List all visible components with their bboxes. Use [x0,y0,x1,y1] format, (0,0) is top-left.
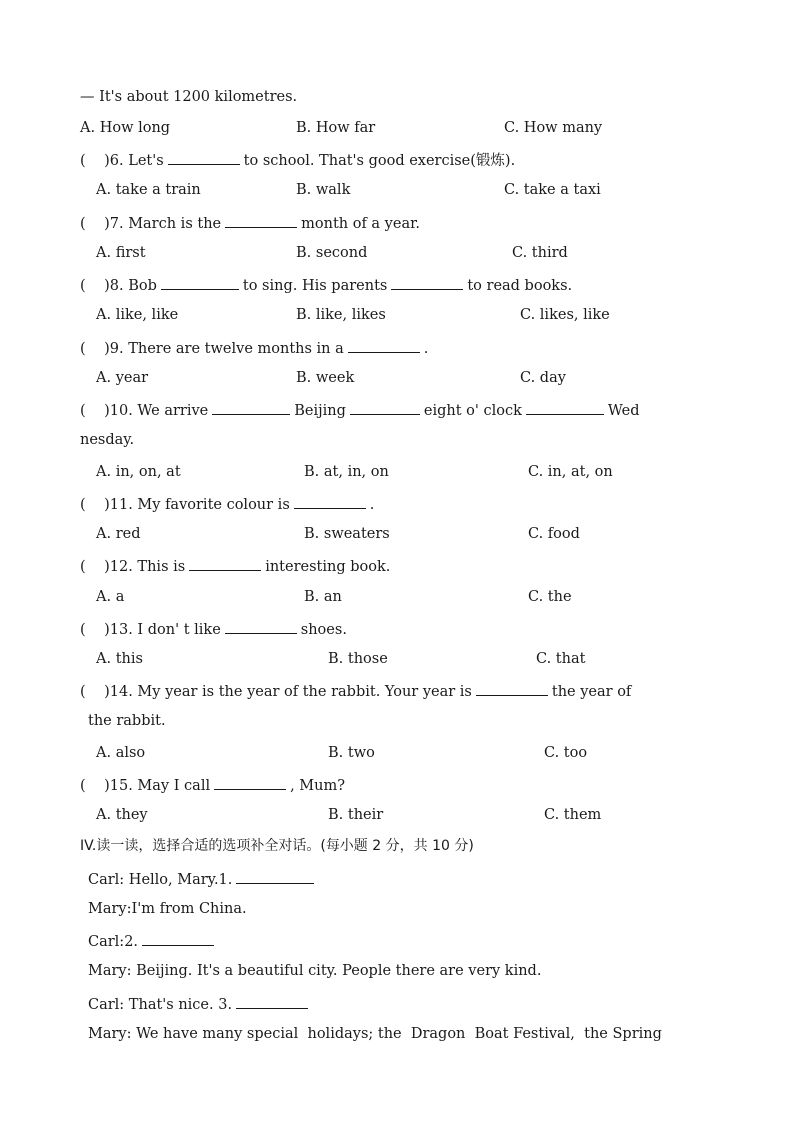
q6-option-b: B. walk [296,182,351,198]
blank [168,150,240,165]
q12-option-c: C. the [528,589,572,605]
section-4-heading: IV.读一读，选择合适的选项补全对话。(每小题 2 分，共 10 分) [80,838,474,854]
q7-option-a: A. first [96,245,146,261]
q11-option-c: C. food [528,526,580,542]
q5-option-c: C. How many [504,120,603,136]
q9-option-a: A. year [96,370,149,386]
q8-option-a: A. like, like [96,307,179,323]
q11-option-b: B. sweaters [304,526,390,542]
q12-option-a: A. a [96,589,125,605]
q15-option-b: B. their [328,807,384,823]
dialogue-line-5: Carl: That's nice. 3. [88,994,312,1014]
q10-option-b: B. at, in, on [304,464,389,480]
q6-option-a: A. take a train [96,182,201,198]
question-12: ( )12. This is interesting book. [80,556,390,576]
blank [236,869,314,884]
blank [225,213,297,228]
blank [236,994,308,1009]
q10-option-a: A. in, on, at [96,464,181,480]
question-14: ( )14. My year is the year of the rabbit. Your year is the year of [80,681,631,701]
q14-option-c: C. too [544,745,588,761]
question-10-continued: nesday. [80,432,135,448]
q14-option-b: B. two [328,745,375,761]
blank [212,400,290,415]
question-7: ( )7. March is the month of a year. [80,213,420,233]
blank [526,400,604,415]
q12-option-b: B. an [304,589,342,605]
q6-option-c: C. take a taxi [504,182,601,198]
q9-option-c: C. day [520,370,566,386]
question-6: ( )6. Let's to school. That's good exercise(锻炼). [80,150,515,170]
q13-option-a: A. this [96,651,143,667]
blank [189,556,261,571]
question-15: ( )15. May I call , Mum? [80,775,345,795]
q5-option-a: A. How long [80,120,171,136]
q8-option-b: B. like, likes [296,307,386,323]
dialogue-line-6: Mary: We have many special holidays; the Dragon Boat Festival, the Spring [88,1026,662,1042]
answer-line: — It's about 1200 kilometres. [80,89,298,105]
question-14-continued: the rabbit. [88,713,166,729]
dialogue-line-1: Carl: Hello, Mary.1. [88,869,318,889]
question-13: ( )13. I don' t like shoes. [80,619,347,639]
q13-option-c: C. that [536,651,586,667]
blank [161,275,239,290]
question-9: ( )9. There are twelve months in a . [80,338,428,358]
blank [350,400,420,415]
dialogue-line-3: Carl:2. [88,931,218,951]
q10-option-c: C. in, at, on [528,464,613,480]
blank [476,681,548,696]
dialogue-line-4: Mary: Beijing. It's a beautiful city. People there are very kind. [88,963,542,979]
q9-option-b: B. week [296,370,355,386]
question-10: ( )10. We arrive Beijing eight o' clock Wed [80,400,639,420]
q15-option-a: A. they [96,807,148,823]
q13-option-b: B. those [328,651,388,667]
dialogue-line-2: Mary:I'm from China. [88,901,247,917]
question-8: ( )8. Bob to sing. His parents to read books. [80,275,572,295]
blank [294,494,366,509]
blank [348,338,420,353]
q7-option-c: C. third [512,245,568,261]
question-11: ( )11. My favorite colour is . [80,494,374,514]
q7-option-b: B. second [296,245,368,261]
q15-option-c: C. them [544,807,602,823]
q11-option-a: A. red [96,526,141,542]
q8-option-c: C. likes, like [520,307,610,323]
blank [225,619,297,634]
blank [142,931,214,946]
blank [214,775,286,790]
q14-option-a: A. also [96,745,146,761]
blank [391,275,463,290]
q5-option-b: B. How far [296,120,376,136]
